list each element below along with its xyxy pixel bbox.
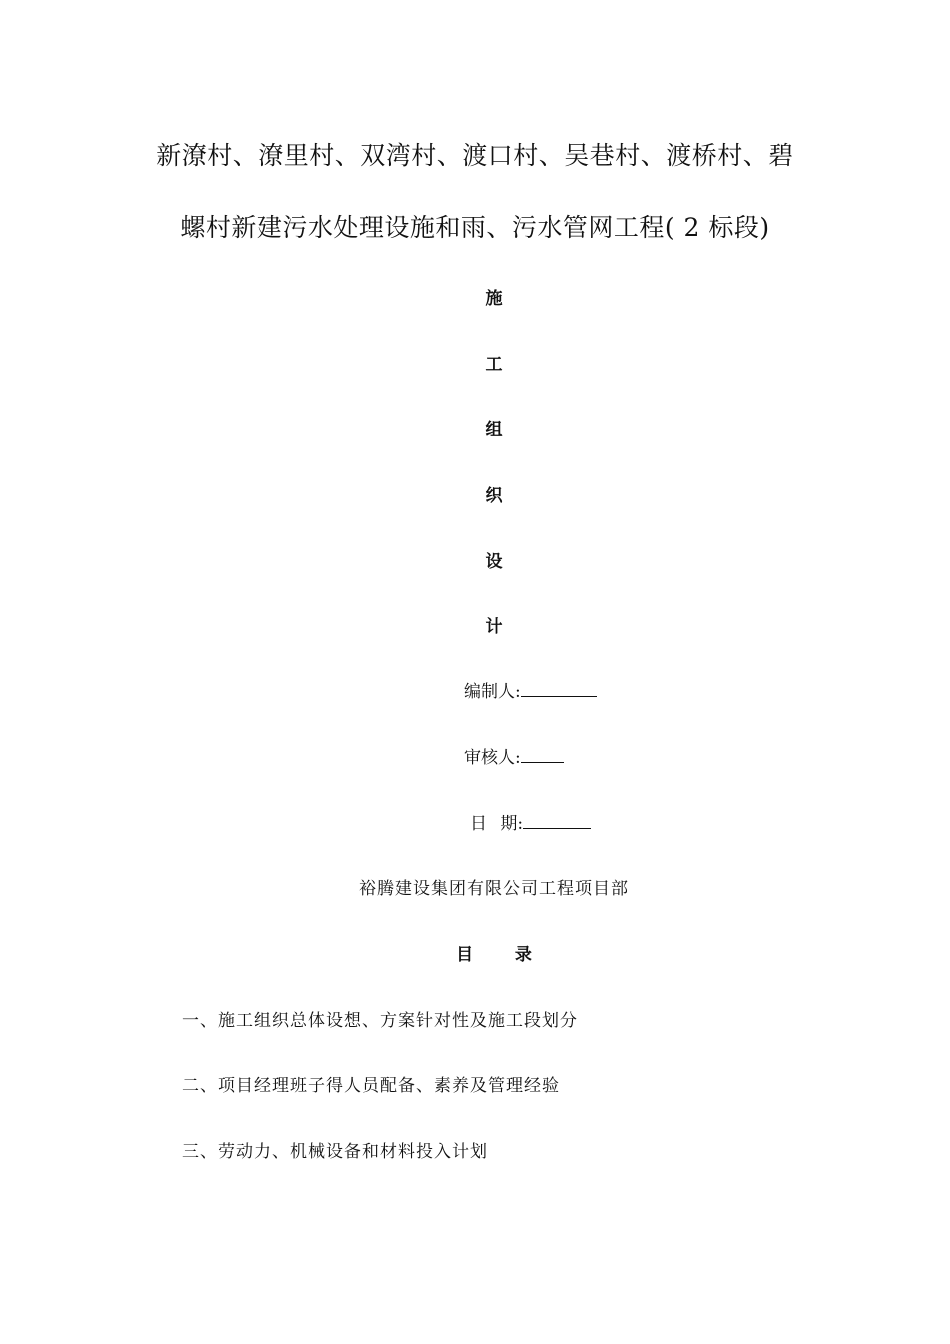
toc-item[interactable]: 二、项目经理班子得人员配备、素养及管理经验 <box>182 1076 560 1096</box>
editor-blank-line <box>521 682 597 697</box>
project-title-line-2: 螺村新建污水处理设施和雨、污水管网工程( 2 标段) <box>180 213 770 242</box>
editor-label: 编制人: <box>464 682 521 702</box>
project-title-line-1: 新潦村、潦里村、双湾村、渡口村、吴巷村、渡桥村、碧 <box>156 141 794 170</box>
date-blank-line <box>523 814 591 829</box>
vertical-title-char: 计 <box>485 617 503 637</box>
toc-heading-right: 录 <box>514 945 532 965</box>
vertical-title-char: 设 <box>485 552 503 572</box>
toc-heading-left: 目 <box>456 945 474 965</box>
date-row <box>470 809 591 834</box>
reviewer-blank-line <box>521 748 564 763</box>
vertical-title-char: 施 <box>485 289 503 309</box>
toc-heading <box>0 940 950 965</box>
editor-row <box>464 677 597 702</box>
vertical-title-char: 工 <box>485 355 503 375</box>
vertical-title-char: 组 <box>485 420 503 440</box>
toc-item[interactable]: 三、劳动力、机械设备和材料投入计划 <box>182 1142 488 1162</box>
reviewer-row <box>464 743 564 768</box>
company-name: 裕腾建设集团有限公司工程项目部 <box>359 879 629 899</box>
toc-item[interactable]: 一、施工组织总体设想、方案针对性及施工段划分 <box>182 1011 578 1031</box>
date-label: 日 期: <box>470 814 524 834</box>
vertical-title-char: 织 <box>485 486 503 506</box>
reviewer-label: 审核人: <box>464 748 521 768</box>
